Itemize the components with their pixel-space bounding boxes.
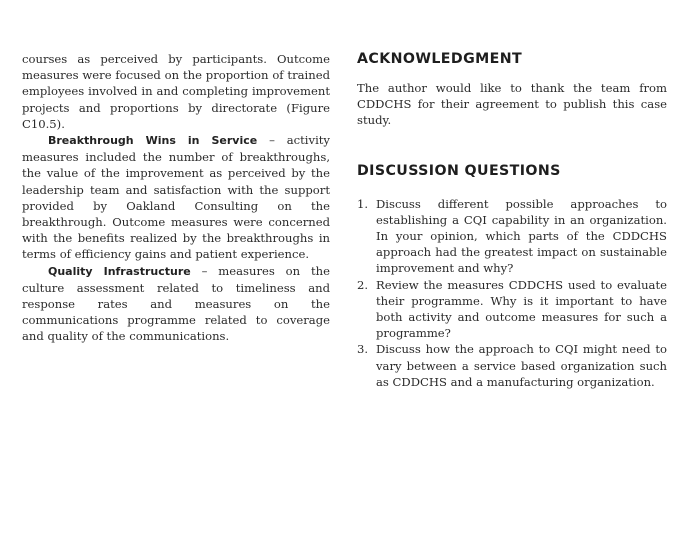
acknowledgment-heading: ACKNOWLEDGMENT bbox=[357, 51, 523, 67]
paragraph-quality-body: – measures on the culture assessment related to timeliness and response rates and measures on the communications programme related to coverage and quality of the communications. bbox=[22, 263, 330, 344]
question-number: 2. bbox=[357, 277, 369, 292]
discussion-questions-list bbox=[357, 196, 667, 390]
discussion-questions-heading: DISCUSSION QUESTIONS bbox=[357, 162, 561, 179]
question-text: Discuss how the approach to CQI might need to vary between a service based organization such as CDDCHS and a manufacturing organization. bbox=[376, 342, 667, 389]
paragraph-quality-infrastructure bbox=[22, 263, 330, 345]
question-text: Review the measures CDDCHS used to evaluate their programme. Why is it important to have both activity and outcome measures for such a programme? bbox=[376, 277, 667, 341]
run-in-heading-breakthrough: Breakthrough Wins in Service bbox=[48, 134, 258, 148]
question-number: 3. bbox=[357, 342, 369, 357]
paragraph-outcome-measures: courses as perceived by participants. Outcome measures were focused on the proportion of trained employees involved in and completing improvement projects and proportions by directorate (Figure C10.5). bbox=[22, 52, 330, 131]
question-text: Discuss different possible approaches to establishing a CQI capability in an organization. In your opinion, which parts of the CDDCHS approach had the greatest impact on sustainable improvement and why? bbox=[376, 196, 667, 276]
question-item bbox=[357, 196, 667, 277]
paragraph-breakthrough-body: – activity measures included the number of breakthroughs, the value of the improvement as perceived by the leadership team and satisfaction with the support provided by Oakland Consulting on the breakthrough. Outcome measures were concerned with the benefits realized by the breakthroughs in terms of efficiency gains and patient experience. bbox=[22, 133, 330, 262]
run-in-heading-quality: Quality Infrastructure bbox=[48, 264, 191, 278]
left-column bbox=[22, 51, 330, 345]
question-number: 1. bbox=[357, 196, 369, 211]
question-item bbox=[357, 341, 667, 390]
paragraph-breakthrough-wins bbox=[22, 132, 330, 263]
right-column bbox=[357, 50, 667, 390]
question-item bbox=[357, 277, 667, 342]
acknowledgment-body: The author would like to thank the team from CDDCHS for their agreement to publish this case study. bbox=[357, 81, 667, 128]
